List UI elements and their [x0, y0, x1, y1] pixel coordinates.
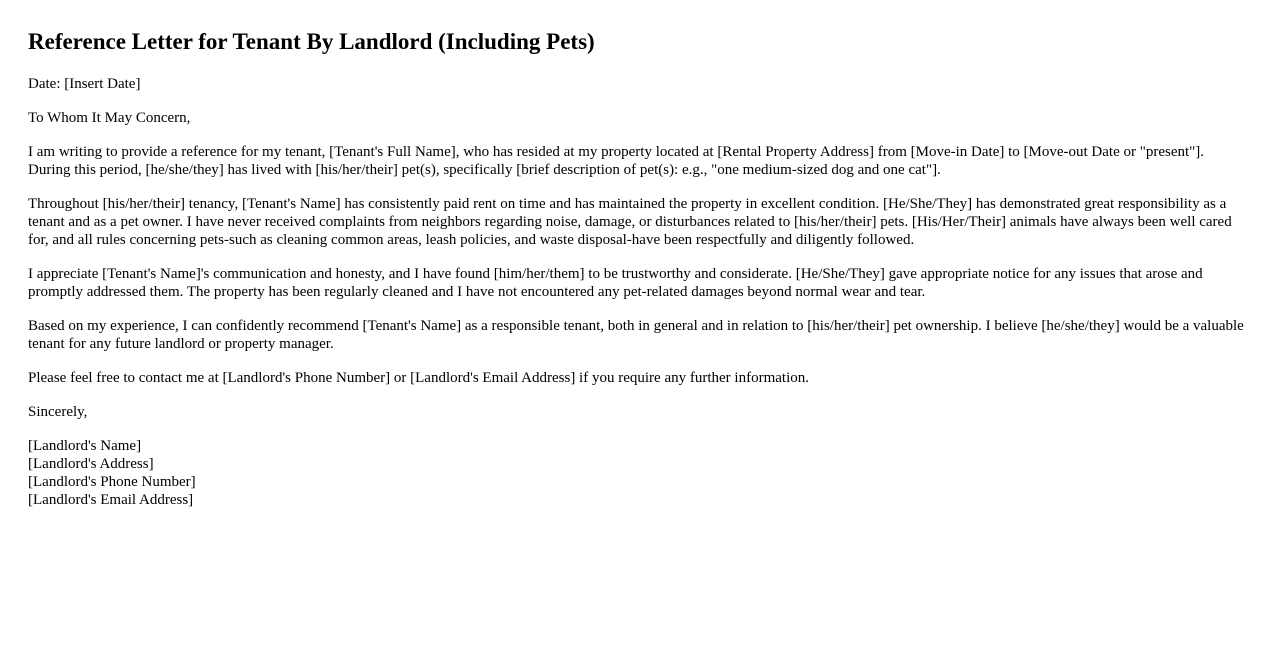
signature-name: [Landlord's Name] — [28, 438, 142, 454]
salutation: To Whom It May Concern, — [28, 110, 191, 126]
paragraph-contact: Please feel free to contact me at [Landlord's Phone Number] or [Landlord's Email Address] if you require any further information. — [28, 370, 809, 386]
paragraph-introduction: I am writing to provide a reference for my tenant, [Tenant's Full Name], who has resided at my property located at [Rental Property Address] from [Move-in Date] to [Move-out Date or "present"]. During this period, [he/she/they] has lived with [his/her/their] pet(s), specifically [brief description of pet(s): e.g., "one medium-sized dog and one cat"]. — [28, 144, 1205, 178]
paragraph-tenancy-conduct: Throughout [his/her/their] tenancy, [Tenant's Name] has consistently paid rent on time and has maintained the property in excellent condition. [He/She/They] has demonstrated great responsibility as a tenant and as a pet owner. I have never received complaints from neighbors regarding noise, damage, or disturbances related to [his/her/their] pets. [His/Her/Their] animals have always been well cared for, and all rules concerning pets-such as cleaning common areas, leash policies, and waste disposal-have been respectfully and diligently followed. — [28, 196, 1232, 248]
paragraph-communication: I appreciate [Tenant's Name]'s communication and honesty, and I have found [him/her/them] to be trustworthy and considerate. [He/She/They] gave appropriate notice for any issues that arose and promptly addressed them. The property has been regularly cleaned and I have not encountered any pet-related damages beyond normal wear and tear. — [28, 266, 1203, 300]
letter-title: Reference Letter for Tenant By Landlord (Including Pets) — [28, 29, 595, 54]
signature-block — [28, 437, 1250, 509]
signature-phone: [Landlord's Phone Number] — [28, 474, 196, 490]
closing: Sincerely, — [28, 404, 88, 420]
signature-address: [Landlord's Address] — [28, 456, 154, 472]
date-line: Date: [Insert Date] — [28, 76, 141, 92]
signature-email: [Landlord's Email Address] — [28, 492, 194, 508]
paragraph-recommendation: Based on my experience, I can confidently recommend [Tenant's Name] as a responsible tenant, both in general and in relation to [his/her/their] pet ownership. I believe [he/she/they] would be a valuable tenant for any future landlord or property manager. — [28, 318, 1244, 352]
